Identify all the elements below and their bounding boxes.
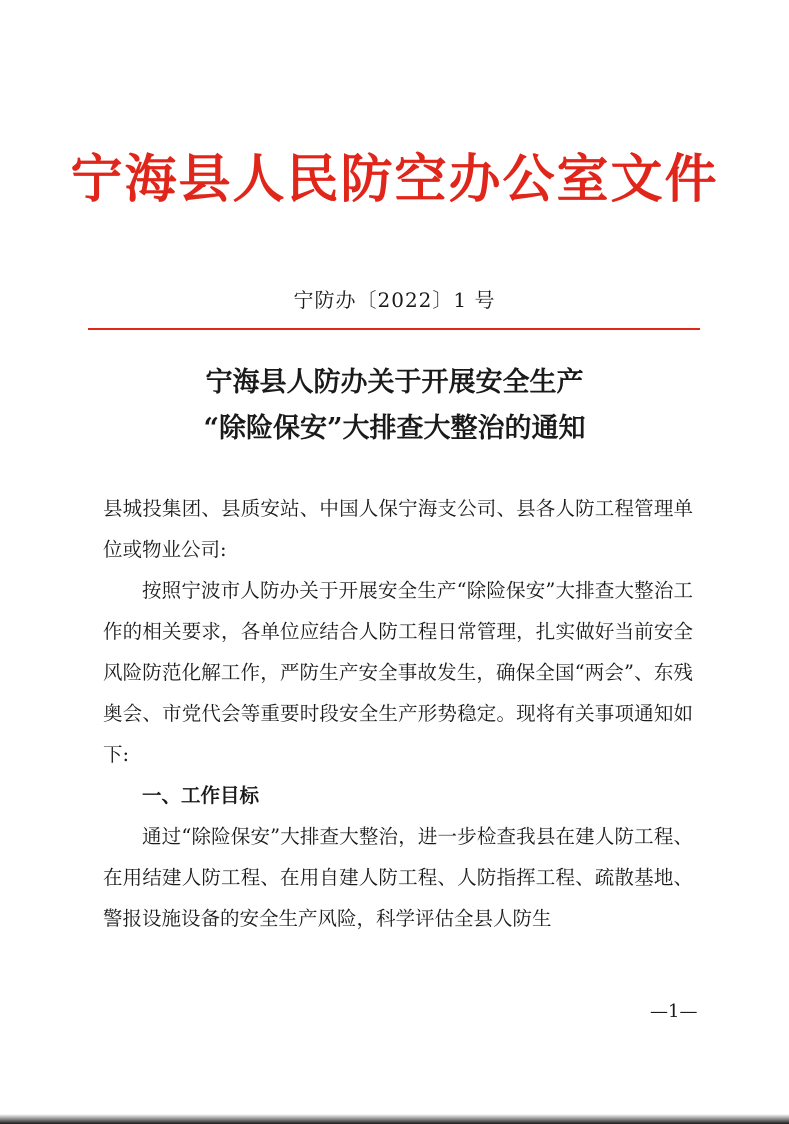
notice-title-line-1: 宁海县人防办关于开展安全生产 [205, 367, 584, 398]
goals-paragraph: 通过“除险保安”大排查大整治，进一步检查我县在建人防工程、在用结建人防工程、在用自建人防工程、人防指挥工程、疏散基地、警报设施设备的安全生产风险，科学评估全县人防生 [103, 825, 693, 930]
intro-paragraph: 按照宁波市人防办关于开展安全生产“除险保安”大排查大整治工作的相关要求，各单位应结合人防工程日常管理，扎实做好当前安全风险防范化解工作，严防生产安全事故发生，确保全国“两会”、东残奥会、市党代会等重要时段安全生产形势稳定。现将有关事项通知如下: [103, 579, 693, 766]
addressees: 县城投集团、县质安站、中国人保宁海支公司、县各人防工程管理单位或物业公司: [103, 497, 693, 561]
document-body [103, 488, 693, 939]
notice-title [60, 360, 729, 452]
issuing-office-header: 宁海县人民防空办公室文件 [70, 149, 719, 210]
notice-title-line-2: “除险保安”大排查大整治的通知 [203, 413, 586, 444]
page-number: —1— [650, 1001, 698, 1022]
red-divider-line [88, 328, 700, 330]
scan-edge-shadow [0, 1114, 789, 1124]
section-heading-goals: 一、工作目标 [142, 784, 260, 807]
document-number: 宁防办〔2022〕1 号 [293, 288, 496, 312]
